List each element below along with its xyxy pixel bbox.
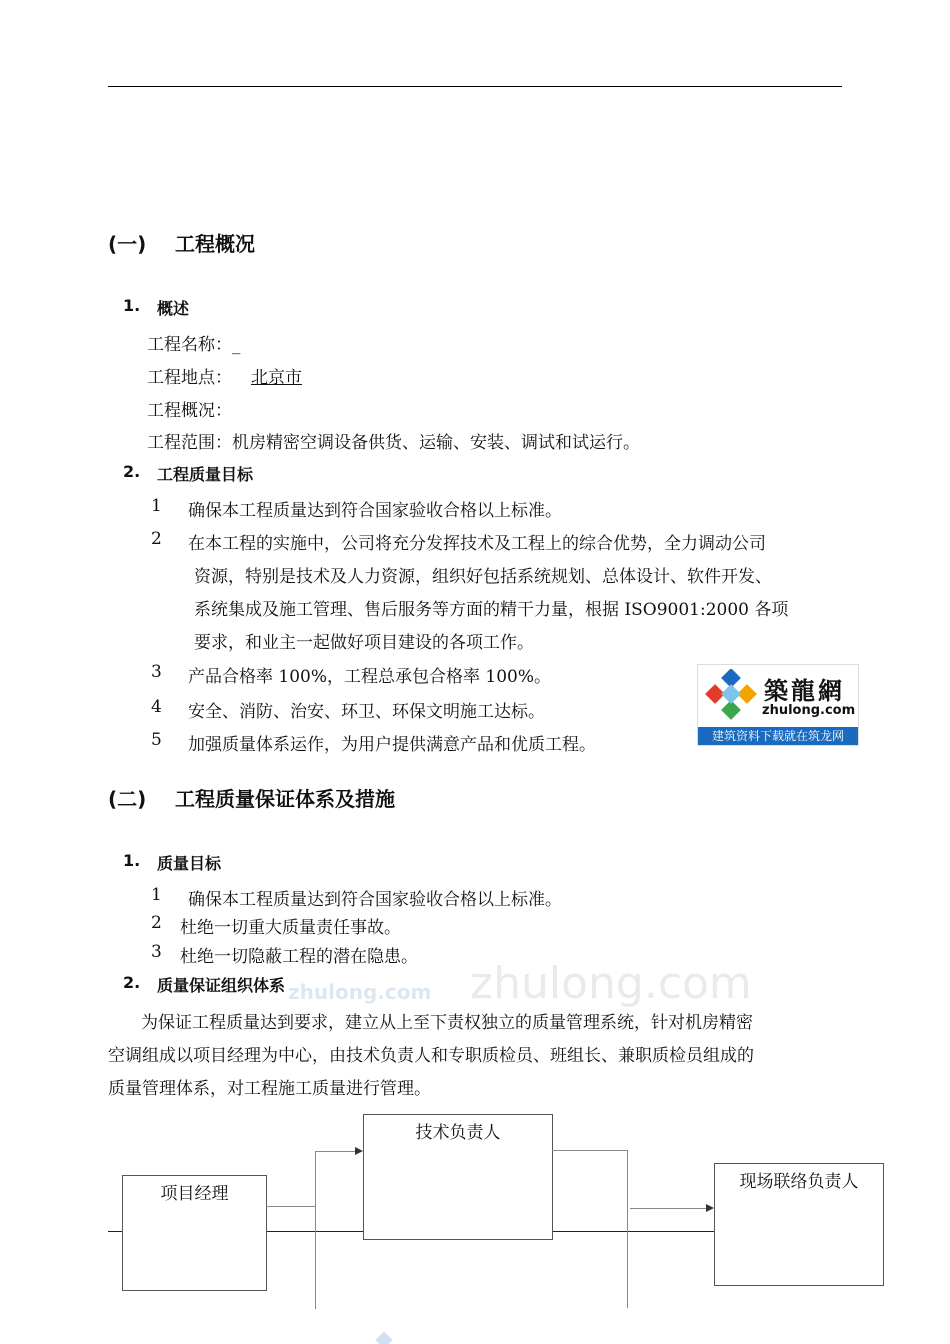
sub4-number: 2. [123,973,141,992]
project-location-label: 工程地点： [147,368,232,388]
sub4-title: 质量保证组织体系 [157,976,286,995]
goal-number: 3 [151,662,162,682]
watermark: zhulong.com [470,958,752,1009]
org-paragraph-line: 空调组成以项目经理为中心，由技术负责人和专职质检员、班组长、兼职质检员组成的 [108,1046,754,1066]
project-manager-box [122,1175,267,1291]
logo-english: zhulong.com [762,703,856,718]
project-name-label: 工程名称：_ [147,335,241,355]
watermark-small: zhulong.com [288,980,432,1004]
connector [266,1206,316,1207]
site-liaison-label: 现场联络负责人 [739,1172,859,1192]
goal-number: 1 [151,496,162,516]
quality-goal-text: 确保本工程质量达到符合国家验收合格以上标准。 [188,890,562,910]
org-paragraph-line: 为保证工程质量达到要求，建立从上至下责权独立的质量管理系统，针对机房精密 [141,1013,753,1033]
site-liaison-box [714,1163,884,1286]
watermark-logo-icon [370,1330,400,1344]
goal-text: 确保本工程质量达到符合国家验收合格以上标准。 [188,501,562,521]
sub3-title: 质量目标 [157,854,222,873]
org-paragraph-line: 质量管理体系，对工程施工质量进行管理。 [108,1079,431,1099]
project-location-value: 北京市 [251,368,302,388]
goal-text-continued: 资源，特别是技术及人力资源，组织好包括系统规划、总体设计、软件开发、 [194,567,772,587]
arrow-icon [355,1147,363,1155]
sub2-number: 2. [123,462,141,481]
quality-goal-number: 2 [151,913,162,933]
connector [630,1208,706,1209]
goal-number: 5 [151,730,162,750]
arrow-icon [706,1204,714,1212]
connector [552,1150,628,1151]
tech-lead-label: 技术负责人 [415,1123,501,1143]
quality-goal-text: 杜绝一切重大质量责任事故。 [180,918,401,938]
sub1-number: 1. [123,296,141,315]
project-manager-label: 项目经理 [160,1184,229,1204]
goal-text-continued: 系统集成及施工管理、售后服务等方面的精干力量，根据 ISO9001:2000 各项 [194,600,789,620]
goal-number: 4 [151,697,162,717]
section1-number: (一) [108,232,147,256]
project-overview-label: 工程概况： [147,401,232,421]
goal-text: 安全、消防、治安、环卫、环保文明施工达标。 [188,702,545,722]
project-scope: 工程范围：机房精密空调设备供货、运输、安装、调试和试运行。 [147,433,640,453]
goal-text-continued: 要求，和业主一起做好项目建设的各项工作。 [194,633,534,653]
sub1-title: 概述 [157,299,190,318]
section2-number: (二) [108,787,147,811]
logo-pinwheel-icon [704,669,760,723]
logo-slogan: 建筑资料下载就在筑龙网 [698,727,858,745]
connector [627,1150,628,1308]
goal-number: 2 [151,529,162,549]
goal-text: 在本工程的实施中，公司将充分发挥技术及工程上的综合优势，全力调动公司 [188,534,766,554]
connector [315,1151,316,1309]
section2-title: 工程质量保证体系及措施 [175,787,395,811]
quality-goal-text: 杜绝一切隐蔽工程的潜在隐患。 [180,947,418,967]
logo-chinese: 築龍網 [764,676,845,705]
tech-lead-box [363,1114,553,1240]
quality-goal-number: 1 [151,885,162,905]
goal-text: 加强质量体系运作，为用户提供满意产品和优质工程。 [188,735,596,755]
header-rule [108,86,842,87]
sub3-number: 1. [123,851,141,870]
goal-text: 产品合格率 100%，工程总承包合格率 100%。 [188,667,552,687]
zhulong-logo [697,664,859,746]
quality-goal-number: 3 [151,942,162,962]
section1-title: 工程概况 [175,232,255,256]
connector [315,1151,355,1152]
sub2-title: 工程质量目标 [157,465,254,484]
